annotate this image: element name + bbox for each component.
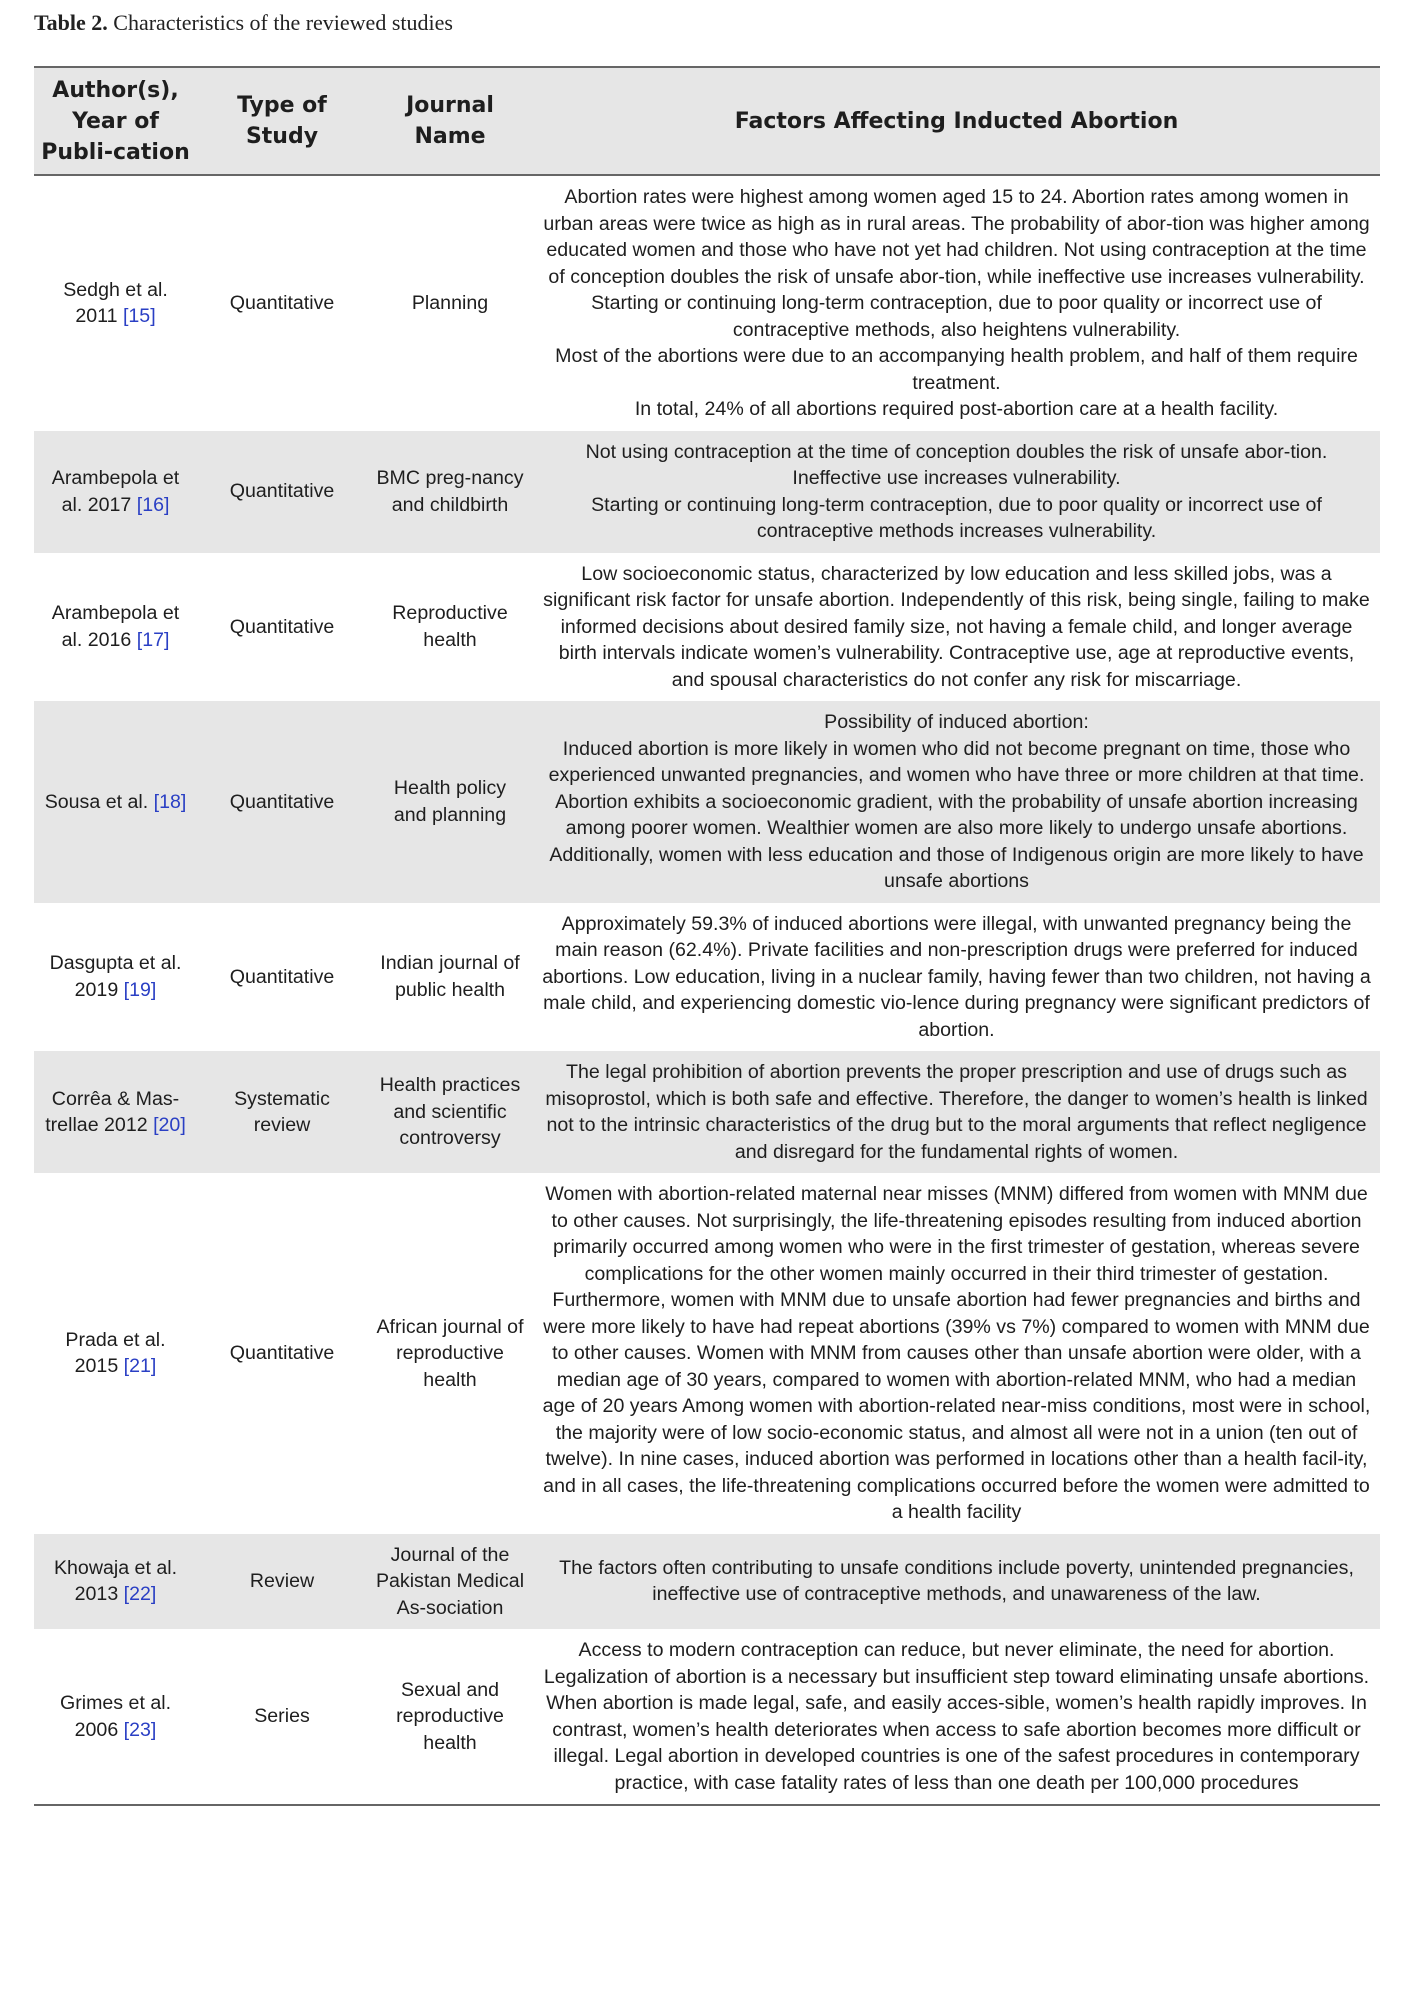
journal-cell: Indian journal of public health [380,952,520,1001]
factor-paragraph: Possibility of induced abortion: [824,711,1089,733]
table-row [34,1629,1380,1805]
reference-link[interactable]: [19] [123,978,157,1001]
study-type-cell: Quantitative [229,292,335,314]
factors-cell [533,1051,1380,1173]
reference-link[interactable]: [21] [123,1355,157,1378]
author-name: Grimes et al. 2006 [59,1692,172,1741]
factors-cell [533,701,1380,903]
studies-table [34,66,1380,1806]
table-caption-label: Table 2. [34,10,108,35]
table-row [34,431,1380,553]
factor-paragraph: Most of the abortions were due to an accompanying health problem, and half of them require treatment. [555,345,1358,394]
study-type-cell: Review [197,1534,367,1630]
header-row [34,67,1380,175]
factors-cell [533,1173,1380,1534]
factor-paragraph: Access to modern contraception can reduce, but never eliminate, the need for abortion. Legalization of abortion is a necessary but insufficient step toward eliminating unsafe abortions. When abortion is made legal, safe, and easily acces-sible, women’s health rapidly improves. In contrast, women’s health deteriorates when access to safe abortion becomes more difficult or illegal. Legal abortion in developed countries is one of the safest procedures in contemporary practice, with case fatality rates of less than one death per 100,000 procedures [543,1639,1370,1794]
study-type-cell: Quantitative [229,615,335,638]
study-type-cell: Series [254,1705,310,1728]
table-caption [34,10,453,36]
author-cell [34,1173,197,1534]
author-cell [34,903,197,1052]
table-caption-text: Characteristics of the reviewed studies [113,10,453,35]
factors-cell [533,1629,1380,1805]
author-cell [34,1051,197,1173]
study-type-cell: Quantitative [229,965,335,988]
study-type-cell: Systematic review [197,1051,367,1173]
table-row [34,175,1380,431]
factor-paragraph: The legal prohibition of abortion prevents the proper prescription and use of drugs such as misoprostol, which is both safe and effective. Therefore, the danger to women’s health is linked not to the intrinsic characteristics of the drug but to the moral arguments that reflect negligence and disregard for the fundamental rights of women. [545,1061,1368,1163]
table-body [34,175,1380,1805]
table-row [34,701,1380,903]
factor-paragraph: In total, 24% of all abortions required post-abortion care at a health facility. [634,398,1279,420]
factor-paragraph: Not using contraception at the time of conception doubles the risk of unsafe abor-tion. Ineffective use increases vulnerability. [585,440,1328,489]
reference-link[interactable]: [18] [153,790,187,813]
reference-link[interactable]: [15] [122,305,156,328]
journal-cell: Reproductive health [392,602,508,651]
factors-cell [533,903,1380,1052]
reference-link[interactable]: [16] [136,493,170,516]
factors-cell [533,553,1380,702]
journal-cell: Health policy and planning [367,701,533,903]
header-study-type: Type of Study [197,67,367,175]
factor-paragraph: Women with abortion-related maternal near misses (MNM) differed from women with MNM due to other causes. Not surprisingly, the life-threatening episodes resulting from induced abortion primarily occurred among women who were in the first trimester of gestation, whereas severe complications for the other women mainly occurred in their third trimester of gestation. Furthermore, women with MNM due to unsafe abortion had fewer pregnancies and births and were more likely to have had repeat abortions (39% vs 7%) compared to women with MNM due to other causes. Women with MNM from causes other than unsafe abortion were older, with a median age of 30 years, compared to women with abortion-related MNM, who had a median age of 20 years Among women with abortion-related near-miss conditions, most were in school, the majority were of low socio-economic status, and almost all were not in a union (ten out of twelve). In nine cases, induced abortion was performed in locations other than a health facil-ity, and in all cases, the life-threatening complications occurred before the women were admitted to a health facility [542,1183,1371,1523]
factor-paragraph: Low socioeconomic status, characterized by low education and less skilled jobs, was a significant risk factor for unsafe abortion. Independently of this risk, being single, failing to make informed decisions about desired family size, not having a female child, and longer average birth intervals indicate women’s vulnerability. Contraceptive use, age at reproductive events, and spousal characteristics do not confer any risk for miscarriage. [543,562,1370,691]
reference-link[interactable]: [17] [136,628,170,651]
author-name: Dasgupta et al. 2019 [49,952,182,1001]
author-cell [34,701,197,903]
reference-link[interactable]: [22] [123,1583,157,1606]
journal-cell: Health practices and scientific controversy [367,1051,533,1173]
author-name: Sousa et al. [44,790,149,813]
study-type-cell: Quantitative [197,431,367,553]
factor-paragraph: Induced abortion is more likely in women who did not become pregnant on time, those who experienced unwanted pregnancies, and women who have three or more children at that time. Abortion exhibits a socioeconomic gradient, with the probability of unsafe abortion increasing among poorer women. Wealthier women are also more likely to undergo unsafe abortions. Additionally, women with less education and those of Indigenous origin are more likely to have unsafe abortions [548,737,1365,892]
study-type-cell: Quantitative [197,701,367,903]
journal-cell: Journal of the Pakistan Medical As-sociation [367,1534,533,1630]
header-author: Author(s), Year of Publi-cation [34,67,197,175]
factors-cell [533,431,1380,553]
factor-paragraph: Approximately 59.3% of induced abortions were illegal, with unwanted pregnancy being the main reason (62.4%). Private facilities and non-prescription drugs were preferred for induced abortions. Low education, living in a nuclear family, having fewer than two children, not having a male child, and experiencing domestic vio-lence during pregnancy were significant predictors of abortion. [542,912,1371,1041]
author-name: Khowaja et al. 2013 [53,1556,178,1606]
author-name: Prada et al. 2015 [65,1328,166,1378]
table-row [34,1534,1380,1630]
table-row [34,903,1380,1052]
author-cell [34,175,197,431]
factors-cell [533,1534,1380,1630]
journal-cell: Sexual and reproductive health [396,1678,504,1754]
table-row [34,1173,1380,1534]
header-journal: Journal Name [367,67,533,175]
factors-cell [533,175,1380,431]
author-name: Sedgh et al. 2011 [63,278,168,328]
reference-link[interactable]: [20] [153,1114,186,1136]
author-name: Corrêa & Mas-trellae 2012 [45,1087,180,1136]
journal-cell: African journal of reproductive health [376,1315,524,1391]
table-row [34,553,1380,702]
author-cell [34,431,197,553]
factor-paragraph: Starting or continuing long-term contraception, due to poor quality or incorrect use of contraceptive methods increases vulnerability. [591,493,1322,542]
author-cell [34,1629,197,1805]
author-cell [34,553,197,702]
author-name: Arambepola et al. 2016 [51,602,180,651]
factor-paragraph: The factors often contributing to unsafe conditions include poverty, unintended pregnancies, ineffective use of contraceptive methods, and unawareness of the law. [559,1556,1354,1606]
factor-paragraph: Abortion rates were highest among women aged 15 to 24. Abortion rates among women in urban areas were twice as high as in rural areas. The probability of abor-tion was higher among educated women and those who have not yet had children. Not using contraception at the time of conception doubles the risk of unsafe abor-tion, while ineffective use increases vulnerability. Starting or continuing long-term contraception, due to poor quality or incorrect use of contraceptive methods, also heightens vulnerability. [543,186,1370,341]
header-factors: Factors Affecting Inducted Abortion [533,67,1380,175]
table-header [34,67,1380,175]
study-type-cell: Quantitative [229,1342,335,1364]
author-name: Arambepola et al. 2017 [51,467,180,516]
journal-cell: Planning [411,292,489,314]
reference-link[interactable]: [23] [123,1718,157,1741]
table-row [34,1051,1380,1173]
journal-cell: BMC preg-nancy and childbirth [367,431,533,553]
author-cell [34,1534,197,1630]
